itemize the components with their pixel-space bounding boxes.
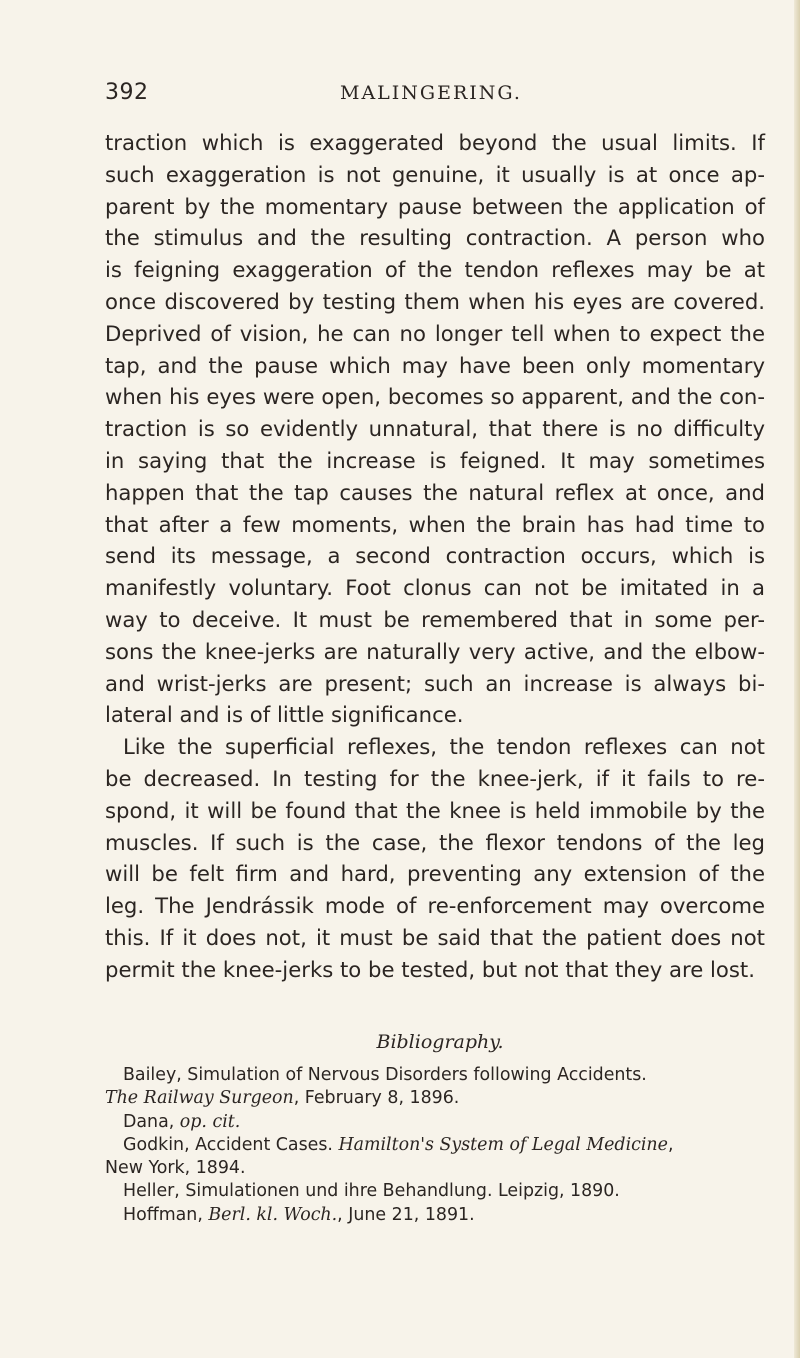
- bibliography-entry: [105, 1204, 765, 1227]
- text-line: this. If it does not, it must be said that the patient does not: [105, 924, 765, 950]
- text-line: muscles. If such is the case, the flexor tendons of the leg: [105, 829, 765, 855]
- bibliography-entry-continued: [105, 1087, 765, 1110]
- text-line: tap, and the pause which may have been only momentary: [105, 352, 765, 378]
- entry-text: , February 8, 1896.: [293, 1088, 460, 1109]
- text-line: parent by the momentary pause between the application of: [105, 193, 765, 219]
- text-line: sons the knee-jerks are naturally very active, and the elbow-: [105, 638, 765, 664]
- entry-text: Dana,: [123, 1111, 180, 1132]
- entry-text: Heller, Simulationen und ihre Behandlung. Leipzig, 1890.: [123, 1181, 620, 1202]
- bibliography: [105, 1030, 765, 1227]
- entry-citation: op. cit.: [179, 1111, 241, 1132]
- text-line: in saying that the increase is feigned. It may sometimes: [105, 447, 765, 473]
- text-line: will be felt firm and hard, preventing any extension of the: [105, 861, 765, 887]
- page-number: 392: [105, 80, 149, 105]
- entry-text: Bailey, Simulation of Nervous Disorders following Accidents.: [123, 1065, 647, 1085]
- entry-journal: Hamilton's System of Legal Medicine: [338, 1134, 668, 1155]
- text-line: way to deceive. It must be remembered that in some per-: [105, 606, 765, 632]
- text-line: when his eyes were open, becomes so apparent, and the con-: [105, 384, 765, 410]
- body-text: [105, 127, 765, 986]
- text-line: spond, it will be found that the knee is held immobile by the: [105, 797, 765, 823]
- text-line: happen that the tap causes the natural reflex at once, and: [105, 479, 765, 505]
- entry-text: ,: [667, 1134, 674, 1155]
- text-line: be decreased. In testing for the knee-jerk, if it fails to re-: [105, 765, 765, 791]
- entry-journal: Berl. kl. Woch.: [208, 1204, 338, 1225]
- text-line: the stimulus and the resulting contraction. A person who: [105, 225, 765, 251]
- bibliography-entry: [105, 1064, 765, 1087]
- page-edge: [794, 0, 800, 1358]
- text-line: send its message, a second contraction occurs, which is: [105, 543, 765, 569]
- text-line: that after a few moments, when the brain has had time to: [105, 511, 765, 537]
- entry-text: , June 21, 1891.: [337, 1204, 475, 1225]
- entry-journal: The Railway Surgeon: [105, 1088, 294, 1109]
- bibliography-entry: [105, 1111, 765, 1134]
- text-line: traction is so evidently unnatural, that there is no difficulty: [105, 416, 765, 442]
- text-line: traction which is exaggerated beyond the usual limits. If: [105, 130, 765, 155]
- text-line: permit the knee-jerks to be tested, but not that they are lost.: [105, 956, 755, 982]
- text-line: leg. The Jendrássik mode of re-enforcement may overcome: [105, 893, 765, 919]
- bibliography-entry: [105, 1134, 765, 1157]
- text-line: and wrist-jerks are present; such an increase is always bi-: [105, 670, 765, 696]
- text-line: Like the superficial reflexes, the tendon reflexes can not: [123, 734, 765, 760]
- text-line: manifestly voluntary. Foot clonus can not be imitated in a: [105, 575, 765, 601]
- text-line: lateral and is of little significance.: [105, 702, 464, 728]
- text-line: once discovered by testing them when his eyes are covered.: [105, 288, 765, 314]
- entry-text: Hoffman,: [123, 1204, 209, 1225]
- bibliography-heading: Bibliography.: [376, 1031, 504, 1053]
- page-header: [105, 80, 765, 112]
- bibliography-entry: [105, 1180, 765, 1203]
- entry-text: Godkin, Accident Cases.: [123, 1134, 339, 1155]
- entry-text: New York, 1894.: [105, 1158, 246, 1179]
- text-line: such exaggeration is not genuine, it usually is at once ap-: [105, 161, 765, 187]
- running-head: MALINGERING.: [340, 82, 522, 104]
- text-line: is feigning exaggeration of the tendon reflexes may be at: [105, 257, 765, 283]
- text-line: Deprived of vision, he can no longer tell when to expect the: [105, 320, 765, 346]
- bibliography-entry-continued: [105, 1157, 765, 1180]
